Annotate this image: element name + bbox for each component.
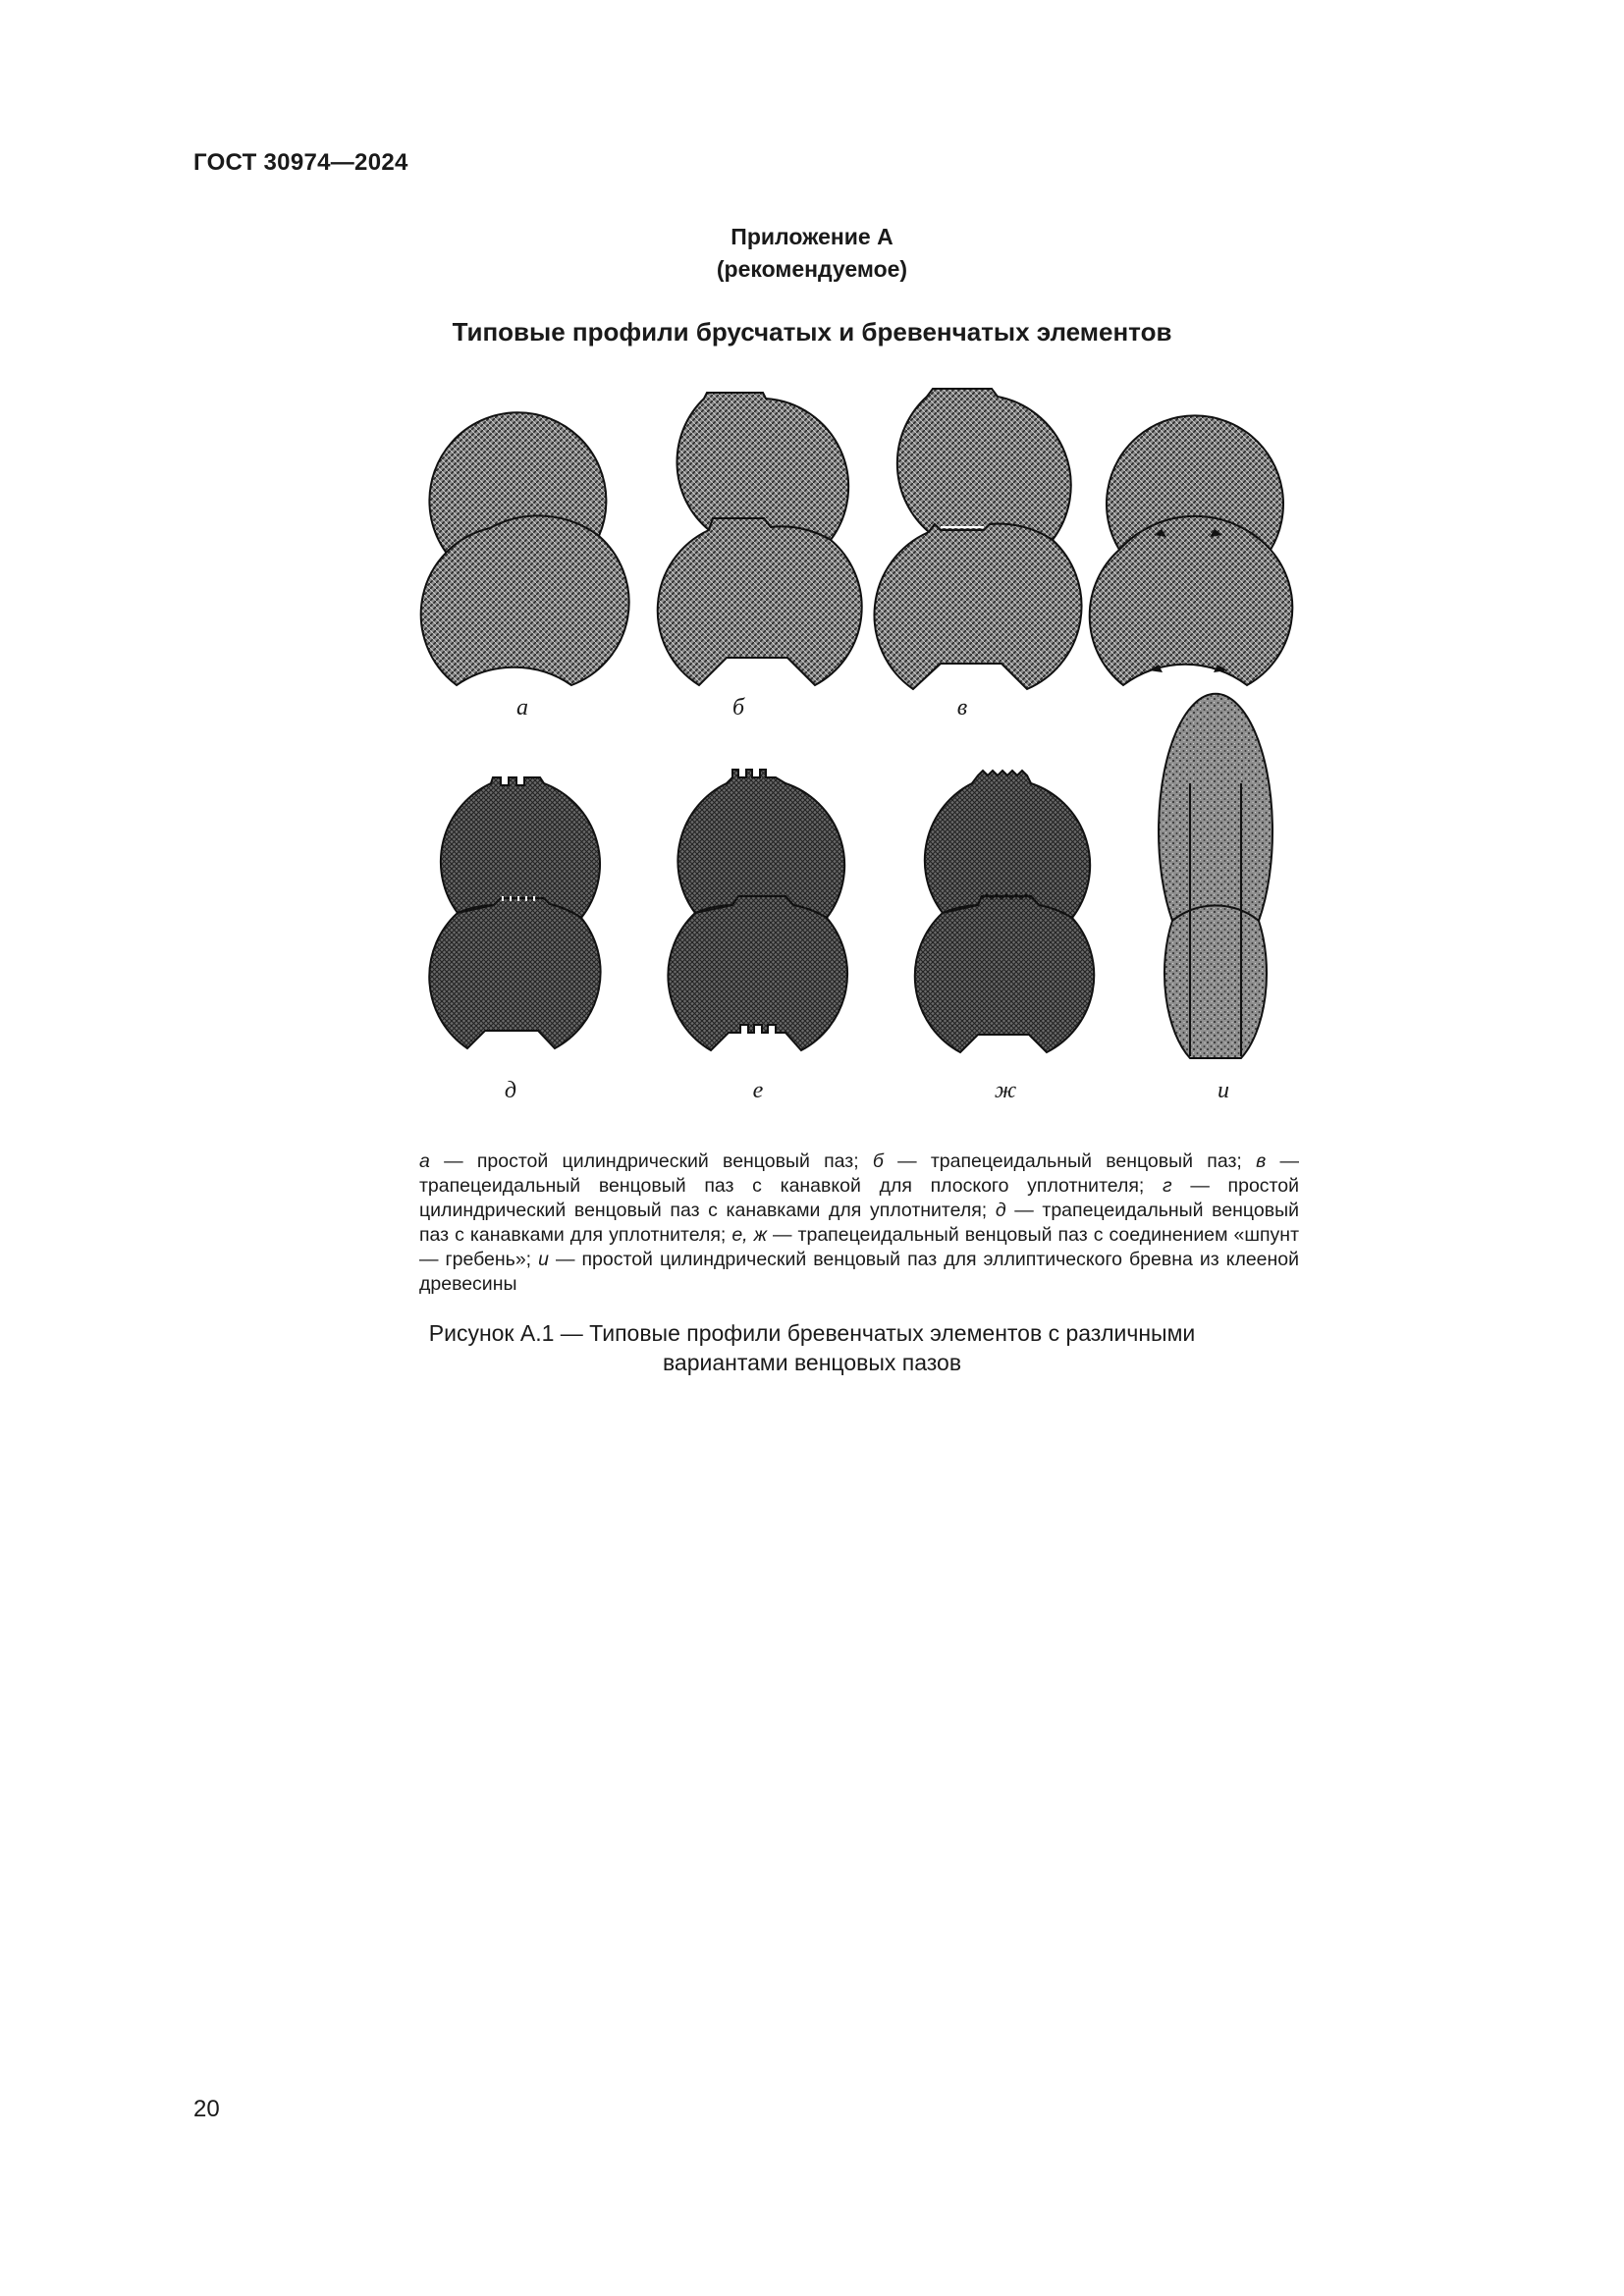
legend-text: — простой цилиндрический венцовый паз;: [429, 1150, 873, 1172]
figure-caption-line: вариантами венцовых пазов: [662, 1350, 962, 1375]
figure-label-d: д: [504, 1078, 517, 1103]
legend-text: — трапецеидальный венцовый паз с соединением «шпунт — гребень»;: [419, 1224, 1299, 1270]
standard-header: ГОСТ 30974—2024: [193, 149, 408, 176]
legend-key: в: [1256, 1150, 1267, 1172]
profile-a: [421, 412, 629, 685]
figure-label-zh: ж: [994, 1078, 1017, 1103]
legend-key: г: [1163, 1175, 1172, 1197]
legend-key: е, ж: [731, 1224, 768, 1246]
figure-label-i: и: [1218, 1078, 1229, 1103]
profile-e: [668, 770, 847, 1050]
legend-text: — простой цилиндрический венцовый паз для эллиптического бревна из клееной древесины: [419, 1249, 1300, 1295]
appendix-status: (рекомендуемое): [716, 256, 908, 282]
legend-text: — простой цилиндрический венцовый паз с канавками для уплотнителя;: [419, 1175, 1299, 1221]
figure-label-v: в: [956, 695, 968, 721]
legend-key: д: [995, 1200, 1006, 1221]
figure-label-b: б: [731, 695, 745, 721]
page-number: 20: [193, 2096, 220, 2122]
profile-g: [1090, 415, 1293, 685]
figure-label-a: а: [516, 695, 528, 721]
figure-caption-line: Рисунок А.1 — Типовые профили бревенчатых элементов с различными: [428, 1320, 1196, 1346]
legend-key: и: [538, 1249, 549, 1270]
legend-text: — трапецеидальный венцовый паз с канавками для уплотнителя;: [419, 1200, 1299, 1246]
section-title: Типовые профили брусчатых и бревенчатых элементов: [452, 317, 1172, 347]
legend-key: а: [419, 1150, 430, 1172]
figure-caption: [0, 1318, 1624, 1377]
legend-text: — трапецеидальный венцовый паз с канавкой для плоского уплотнителя;: [419, 1150, 1299, 1197]
profile-b: [658, 393, 862, 685]
appendix-title: Приложение А: [731, 224, 893, 249]
profile-v: [874, 389, 1081, 689]
figure-label-e: е: [752, 1078, 764, 1103]
log-profiles-figure: [412, 378, 1296, 1124]
profile-d: [429, 777, 600, 1048]
profile-i: [1159, 694, 1272, 1058]
legend-key: б: [872, 1150, 884, 1172]
profile-zh: [915, 771, 1094, 1052]
legend-text: — трапецеидальный венцовый паз;: [883, 1150, 1257, 1172]
figure-legend: [419, 1149, 1299, 1297]
